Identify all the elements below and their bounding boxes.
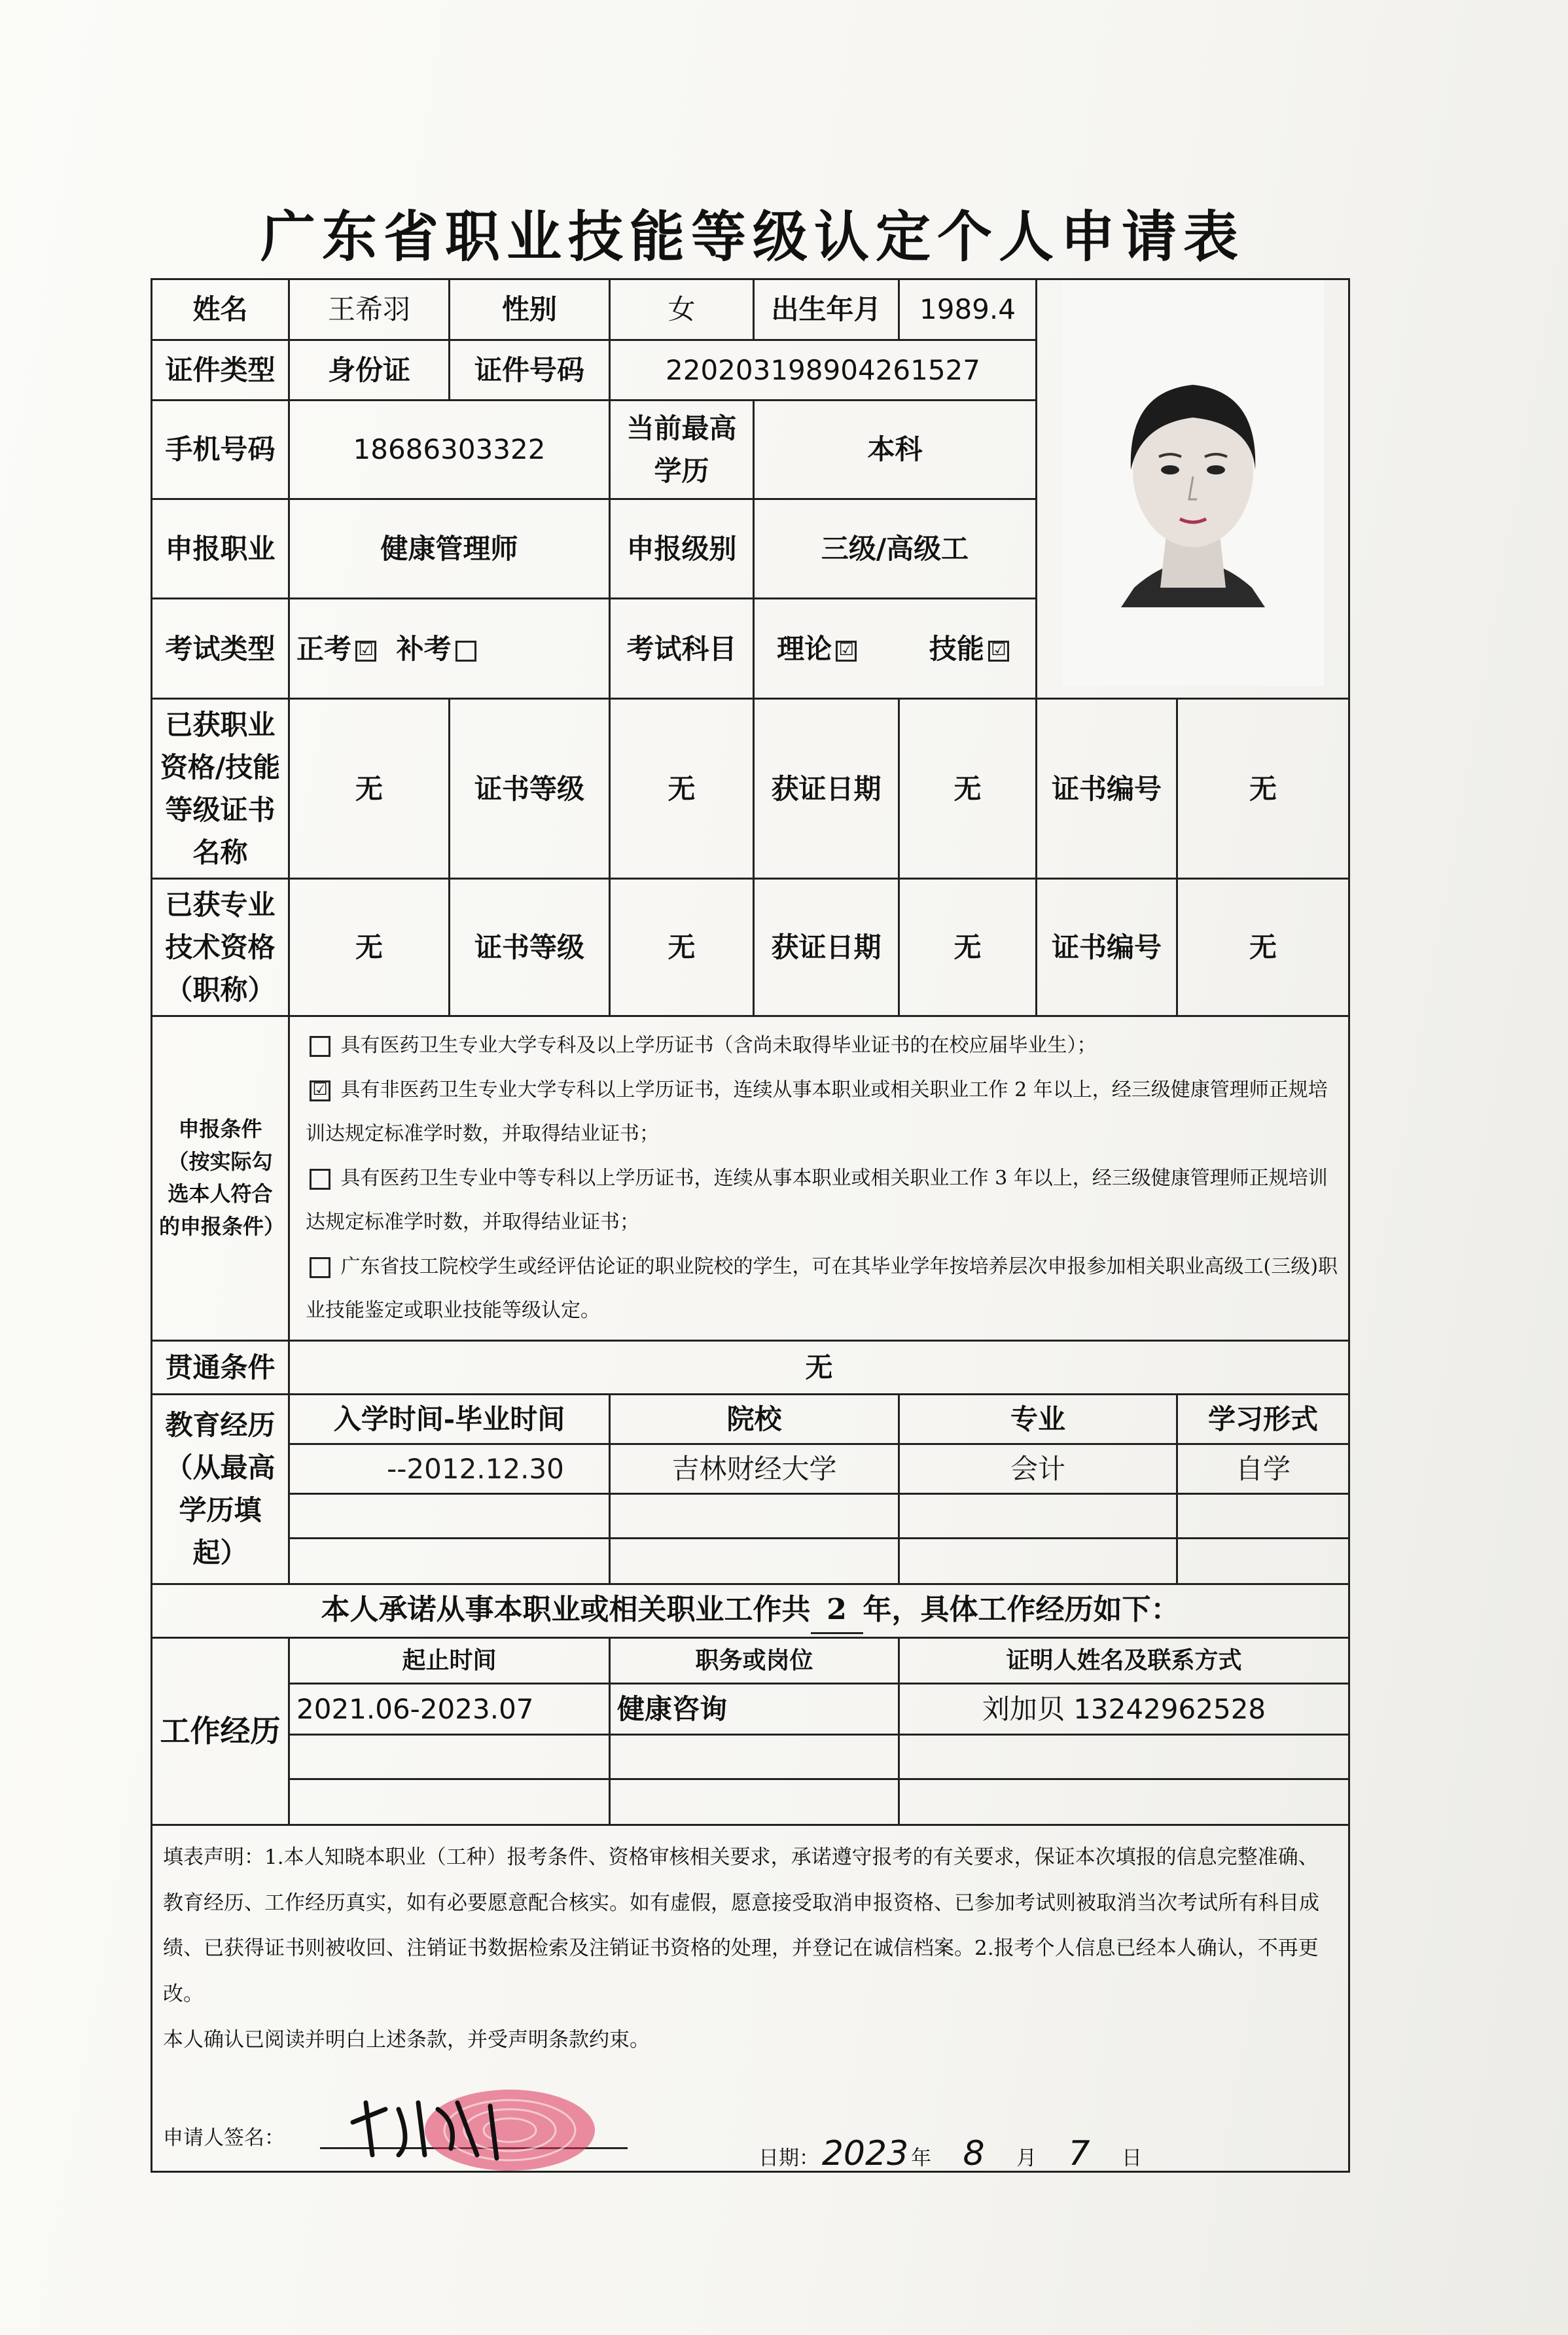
title-cert-grade-label: 证书等级 [450, 879, 610, 1016]
condition-2-checkbox[interactable]: ☑ [310, 1080, 330, 1101]
work-row-3-reference [899, 1779, 1349, 1825]
exam-type-options [289, 599, 610, 699]
work-row [152, 1734, 1349, 1779]
work-row-2-period [289, 1734, 610, 1779]
declaration-confirm: 本人确认已阅读并明白上述条款，并受声明条款约束。 [163, 2027, 650, 2052]
id-type-value: 身份证 [289, 340, 450, 401]
work-label: 工作经历 [152, 1637, 289, 1825]
year-unit: 年 [911, 2146, 931, 2170]
edu-row [152, 1538, 1349, 1584]
exam-type-label: 考试类型 [152, 599, 289, 699]
edu-row [152, 1493, 1349, 1538]
work-row-1-reference: 刘加贝 13242962528 [899, 1683, 1349, 1734]
work-row-3-position [610, 1779, 899, 1825]
edu-header-school: 院校 [610, 1394, 899, 1444]
exam-regular-checkbox[interactable]: ☑ [355, 641, 376, 662]
subject-theory-checkbox[interactable]: ☑ [836, 641, 857, 662]
edu-row-3-form [1177, 1538, 1349, 1584]
promise-years: 2 [811, 1588, 863, 1634]
edu-row-1-school: 吉林财经大学 [610, 1444, 899, 1493]
edu-row-2-school [610, 1493, 899, 1538]
name-value: 王希羽 [289, 279, 450, 340]
condition-2-text: 具有非医药卫生专业大学专科以上学历证书，连续从事本职业或相关职业工作 2 年以上，经三级健康管理师正规培训达规定标准学时数，并取得结业证书； [306, 1078, 1328, 1146]
title-cert-grade: 无 [610, 879, 754, 1016]
row-work-promise [152, 1584, 1349, 1637]
condition-item-4 [306, 1245, 1339, 1333]
qual-cert-grade: 无 [610, 699, 754, 879]
subject-theory-label: 理论 [777, 632, 832, 665]
title-cert-name: 无 [289, 879, 450, 1016]
exam-regular-label: 正考 [296, 632, 352, 665]
title-cert-label: 已获专业技术资格（职称） [152, 879, 289, 1016]
phone-label: 手机号码 [152, 401, 289, 499]
name-label: 姓名 [152, 279, 289, 340]
work-header-reference: 证明人姓名及联系方式 [899, 1637, 1349, 1683]
edu-header-form: 学习形式 [1177, 1394, 1349, 1444]
subject-skill-label: 技能 [929, 632, 984, 665]
qual-cert-number-label: 证书编号 [1037, 699, 1177, 879]
id-no-value: 220203198904261527 [610, 340, 1037, 401]
birth-value: 1989.4 [899, 279, 1037, 340]
title-cert-number-label: 证书编号 [1037, 879, 1177, 1016]
education-label: 教育经历（从最高学历填起） [152, 1394, 289, 1584]
condition-1-text: 具有医药卫生专业大学专科及以上学历证书（含尚未取得毕业证书的在校应届毕业生）； [340, 1034, 1097, 1058]
edu-row-2-major [899, 1493, 1177, 1538]
exam-makeup-checkbox[interactable] [455, 641, 476, 662]
edu-header-major: 专业 [899, 1394, 1177, 1444]
conditions-list [289, 1016, 1349, 1341]
edu-row-1-form: 自学 [1177, 1444, 1349, 1493]
qual-cert-label: 已获职业资格/技能等级证书名称 [152, 699, 289, 879]
edu-value: 本科 [754, 401, 1037, 499]
day-unit: 日 [1122, 2146, 1142, 2170]
edu-header-period: 入学时间-毕业时间 [289, 1394, 610, 1444]
phone-value: 18686303322 [289, 401, 610, 499]
date-year: 2023 [819, 2116, 911, 2172]
signature-row [163, 2090, 1338, 2172]
date-month: 8 [931, 2116, 1016, 2172]
condition-1-checkbox[interactable] [310, 1036, 330, 1057]
promise-prefix: 本人承诺从事本职业或相关职业工作共 [321, 1592, 811, 1626]
work-row [152, 1779, 1349, 1825]
row-declaration [152, 1825, 1349, 2171]
edu-label: 当前最高学历 [610, 401, 754, 499]
subject-skill-checkbox[interactable]: ☑ [988, 641, 1009, 662]
row-edu-header [152, 1394, 1349, 1444]
declaration-text: 填表声明：1.本人知晓本职业（工种）报考条件、资格审核相关要求，承诺遵守报考的有关要求，保证本次填报的信息完整准确、教育经历、工作经历真实，如有必要愿意配合核实。如有虚假，愿意接受取消申报资格、已参加考试则被取消当次考试所有科目成绩、已获得证书则被收回、注销证书数据检索及注销证书资格的处理，并登记在诚信档案。2.报考个人信息已经本人确认，不再更改。 [163, 1845, 1319, 2006]
work-row-2-position [610, 1734, 899, 1779]
month-unit: 月 [1016, 2146, 1037, 2170]
date-label: 日期： [758, 2146, 819, 2170]
row-work-header [152, 1637, 1349, 1683]
qual-cert-date-label: 获证日期 [754, 699, 899, 879]
signature-label: 申请人签名： [163, 2126, 285, 2150]
occupation-label: 申报职业 [152, 499, 289, 599]
gender-value: 女 [610, 279, 754, 340]
condition-3-text: 具有医药卫生专业中等专科以上学历证书，连续从事本职业或相关职业工作 3 年以上，经三级健康管理师正规培训达规定标准学时数，并取得结业证书； [306, 1166, 1328, 1234]
work-row-1-position: 健康咨询 [610, 1683, 899, 1734]
condition-item-3 [306, 1156, 1339, 1245]
conditions-label: 申报条件（按实际勾选本人符合的申报条件） [152, 1016, 289, 1341]
condition-item-1 [306, 1024, 1339, 1068]
edu-row-3-period [289, 1538, 610, 1584]
work-promise [152, 1584, 1349, 1637]
edu-row-1-major: 会计 [899, 1444, 1177, 1493]
condition-3-checkbox[interactable] [310, 1169, 330, 1190]
applicant-photo [1062, 280, 1324, 686]
through-label: 贯通条件 [152, 1340, 289, 1394]
form-title: 广东省职业技能等级认定个人申请表 [260, 204, 1245, 269]
gender-label: 性别 [450, 279, 610, 340]
qual-cert-name: 无 [289, 699, 450, 879]
title-cert-date: 无 [899, 879, 1037, 1016]
promise-suffix: 年，具体工作经历如下： [863, 1592, 1180, 1626]
through-value: 无 [289, 1340, 1349, 1394]
work-row-1-period: 2021.06-2023.07 [289, 1683, 610, 1734]
level-label: 申报级别 [610, 499, 754, 599]
title-cert-number: 无 [1177, 879, 1349, 1016]
edu-row [152, 1444, 1349, 1493]
work-row [152, 1683, 1349, 1734]
row-name [152, 279, 1349, 340]
row-title-cert [152, 879, 1349, 1016]
subject-options [754, 599, 1037, 699]
application-form-table [151, 278, 1350, 2173]
condition-4-text: 广东省技工院校学生或经评估论证的职业院校的学生，可在其毕业学年按培养层次申报参加相关职业高级工(三级)职业技能鉴定或职业技能等级认定。 [306, 1255, 1338, 1323]
condition-item-2 [306, 1068, 1339, 1156]
occupation-value: 健康管理师 [289, 499, 610, 599]
work-header-position: 职务或岗位 [610, 1637, 899, 1683]
subject-label: 考试科目 [610, 599, 754, 699]
exam-makeup-label: 补考 [396, 632, 452, 665]
edu-row-3-major [899, 1538, 1177, 1584]
photo-cell [1037, 279, 1349, 699]
row-conditions [152, 1016, 1349, 1341]
work-header-period: 起止时间 [289, 1637, 610, 1683]
edu-row-3-school [610, 1538, 899, 1584]
date-field[interactable] [758, 2116, 1142, 2172]
id-no-label: 证件号码 [450, 340, 610, 401]
qual-cert-number: 无 [1177, 699, 1349, 879]
work-row-2-reference [899, 1734, 1349, 1779]
qual-cert-date: 无 [899, 699, 1037, 879]
row-through [152, 1340, 1349, 1394]
row-qualification-cert [152, 699, 1349, 879]
level-value: 三级/高级工 [754, 499, 1037, 599]
birth-label: 出生年月 [754, 279, 899, 340]
edu-row-1-period: --2012.12.30 [289, 1444, 610, 1493]
condition-4-checkbox[interactable] [310, 1257, 330, 1278]
id-type-label: 证件类型 [152, 340, 289, 401]
signature-fingerprint [327, 2083, 601, 2172]
title-cert-date-label: 获证日期 [754, 879, 899, 1016]
edu-row-2-period [289, 1493, 610, 1538]
work-row-3-period [289, 1779, 610, 1825]
date-day: 7 [1037, 2116, 1122, 2172]
edu-row-2-form [1177, 1493, 1349, 1538]
qual-cert-grade-label: 证书等级 [450, 699, 610, 879]
declaration-cell [152, 1825, 1349, 2171]
